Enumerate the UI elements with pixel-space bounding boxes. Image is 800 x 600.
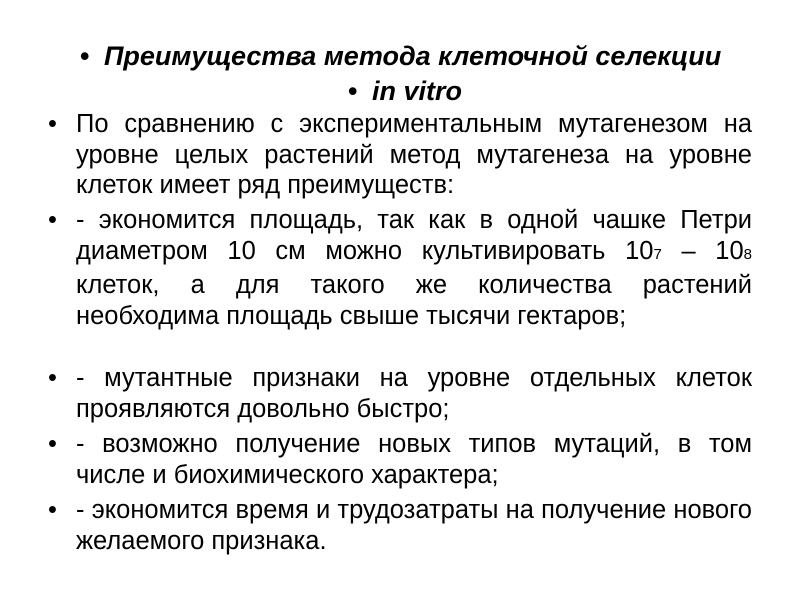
list-item xyxy=(48,363,752,424)
list-item xyxy=(48,205,752,331)
list-item-text: - мутантные признаки на уровне отдельных клеток проявляются довольно быстро; xyxy=(76,364,752,423)
exponent-8: 8 xyxy=(743,245,752,263)
list-item-text: По сравнению с экспериментальным мутагенезом на уровне целых растений метод мутагенеза на уровне клеток имеет ряд преимуществ: xyxy=(76,110,752,199)
list-item-text-mid: – 10 xyxy=(661,236,744,265)
bullet-icon: • xyxy=(348,76,358,106)
list-item xyxy=(48,495,752,556)
bullet-icon: • xyxy=(48,430,57,458)
title-text-2: in vitro xyxy=(372,76,463,106)
title-text-1: Преимущества метода клеточной селекции xyxy=(104,41,722,71)
list-item xyxy=(48,109,752,201)
bullet-icon: • xyxy=(48,364,57,392)
list-item-text-after: клеток, а для такого же количества растений необходима площадь свыше тысячи гектаров; xyxy=(76,271,752,330)
bullet-icon: • xyxy=(48,206,57,234)
list-item-text: - возможно получение новых типов мутаций, в том числе и биохимического характера; xyxy=(76,430,752,489)
list-item-text: - экономится время и трудозатраты на получение нового желаемого признака. xyxy=(76,496,752,555)
exponent-7: 7 xyxy=(653,245,662,263)
list-item-text-before: - экономится площадь, так как в одной чашке Петри диаметром 10 см можно культивировать 10 xyxy=(76,206,752,265)
bullet-icon: • xyxy=(48,496,57,524)
list-item xyxy=(48,429,752,490)
title-line-1 xyxy=(80,40,722,72)
title-line-2 xyxy=(348,75,463,107)
bullet-icon: • xyxy=(48,110,57,138)
bullet-icon: • xyxy=(80,41,90,71)
